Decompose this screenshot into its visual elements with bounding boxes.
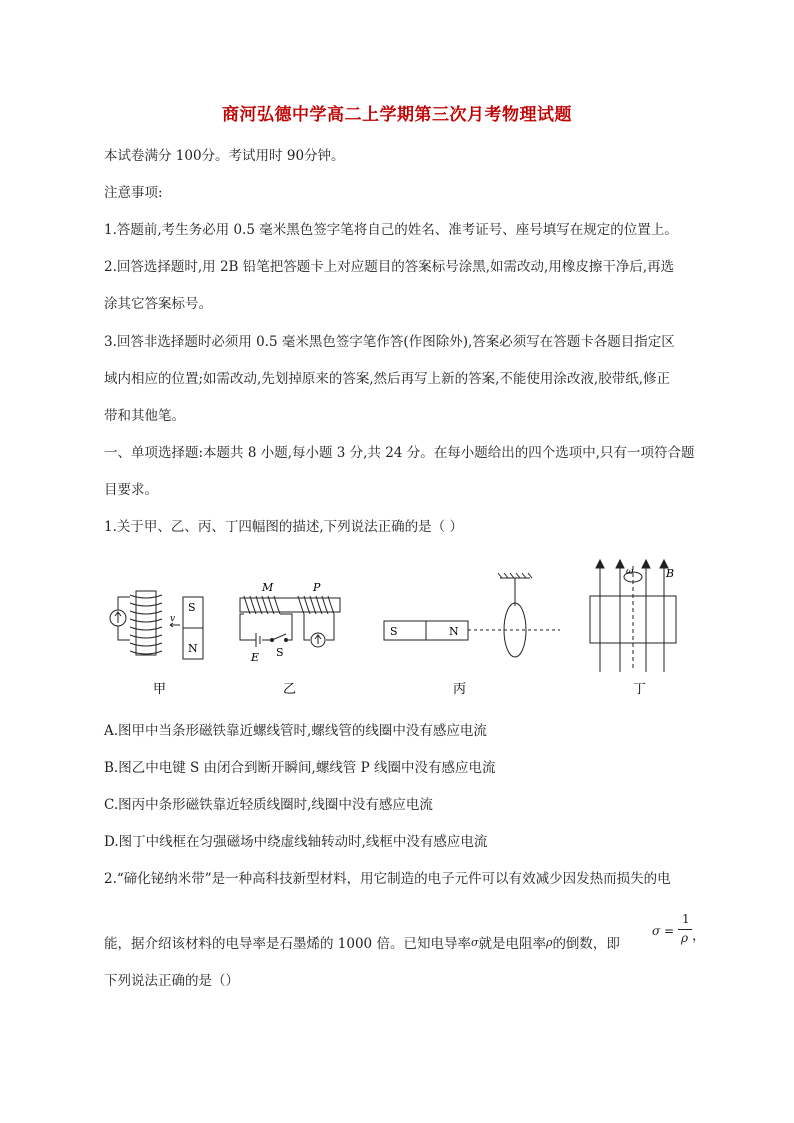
formula-lhs: σ = — [652, 924, 675, 938]
jia-magnet-S: S — [188, 601, 196, 614]
ding-B-label: B — [666, 567, 675, 580]
notice-line: 2.回答选择题时,用 2B 铅笔把答题卡上对应题目的答案标号涂黑,如需改动,用橡皮擦干净后,再选 — [104, 259, 675, 275]
option-d: D.图丁中线框在匀强磁场中绕虚线轴转动时,线框中没有感应电流 — [104, 834, 488, 850]
section-heading: 一、单项选择题:本题共 8 小题,每小题 3 分,共 24 分。在每小题给出的四个选项中,只有一项符合题 — [104, 445, 695, 461]
notice-line: 带和其他笔。 — [104, 408, 185, 424]
yi-battery-E-label: E — [251, 651, 260, 664]
figure-bing — [384, 573, 560, 657]
q2-sigma-symbol: σ — [470, 936, 479, 949]
q2-text-a: 能，据介绍该材料的电导率是石墨烯的 1000 倍。已知电导率 — [104, 936, 471, 952]
notice-line: 涂其它答案标号。 — [104, 296, 212, 312]
conductivity-formula — [650, 912, 706, 952]
question-2-line2 — [104, 934, 664, 953]
formula-fraction-bar — [678, 929, 692, 930]
question-1-stem: 1.关于甲、乙、丙、丁四幅图的描述,下列说法正确的是（ ） — [104, 519, 463, 535]
page-title: 商河弘德中学高二上学期第三次月考物理试题 — [222, 105, 572, 125]
caption-yi: 乙 — [283, 682, 297, 697]
bing-magnet-N: N — [449, 625, 459, 638]
caption-ding: 丁 — [633, 682, 647, 697]
option-a: A.图甲中当条形磁铁靠近螺线管时,螺线管的线圈中没有感应电流 — [104, 723, 487, 739]
notice-line: 1.答题前,考生务必用 0.5 毫米黑色签字笔将自己的姓名、准考证号、座号填写在规定的位置上。 — [104, 222, 678, 238]
jia-magnet-N: N — [188, 642, 198, 655]
ding-omega-label: ω — [626, 567, 634, 577]
caption-jia: 甲 — [153, 682, 167, 697]
notice-line: 3.回答非选择题时必须用 0.5 毫米黑色签字笔作答(作图除外),答案必须写在答题卡各题目指定区 — [104, 334, 675, 350]
formula-numerator: 1 — [682, 912, 690, 926]
q2-text-b: 就是电阻率 — [478, 936, 546, 952]
intro-text: 本试卷满分 100分。考试用时 90分钟。 — [104, 148, 345, 164]
q2-rho-symbol: ρ — [545, 936, 553, 949]
formula-comma: ， — [692, 928, 706, 944]
jia-velocity-label: v — [170, 614, 176, 624]
bing-magnet-S: S — [390, 625, 398, 638]
yi-coil-M-label: M — [262, 581, 274, 594]
figure-yi — [240, 596, 340, 647]
notice-heading: 注意事项: — [104, 185, 163, 201]
yi-switch-S-label: S — [276, 646, 284, 659]
yi-coil-P-label: P — [313, 581, 321, 594]
caption-bing: 丙 — [453, 682, 467, 697]
q2-text-c: 的倒数，即 — [552, 936, 620, 952]
notice-line: 域内相应的位置;如需改动,先划掉原来的答案,然后再写上新的答案,不能使用涂改液,胶带纸,修正 — [104, 371, 671, 387]
section-heading: 目要求。 — [104, 482, 158, 498]
question-1-figure — [100, 548, 700, 708]
formula-denominator: ρ — [681, 931, 689, 945]
question-2-line1: 2.“碲化铋纳米带”是一种高科技新型材料，用它制造的电子元件可以有效减少因发热而损失的电 — [104, 871, 671, 887]
option-b: B.图乙中电键 S 由闭合到断开瞬间,螺线管 P 线圈中没有感应电流 — [104, 760, 496, 776]
question-2-line3: 下列说法正确的是（） — [104, 973, 239, 989]
option-c: C.图丙中条形磁铁靠近轻质线圈时,线圈中没有感应电流 — [104, 797, 433, 813]
